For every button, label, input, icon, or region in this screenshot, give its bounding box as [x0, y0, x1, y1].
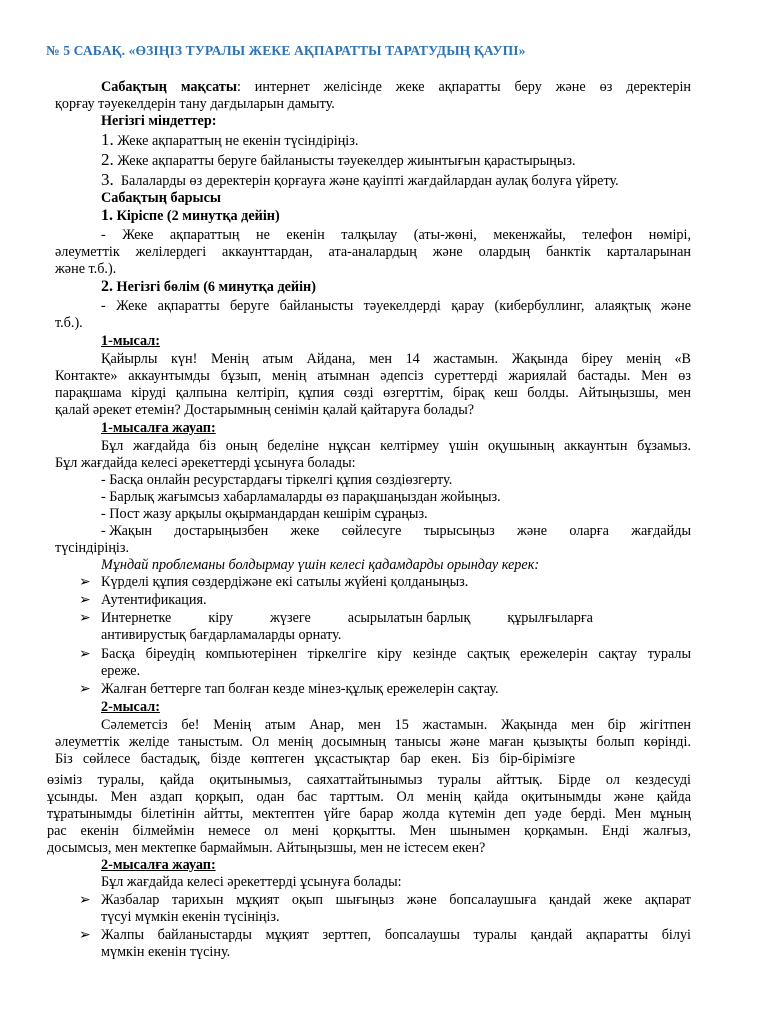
task-text: Балаларды өз деректерін қорғауға және қауіпті жағдайлардан аулақ болуға үйрету. — [120, 173, 619, 189]
arrow-bullet-icon: ➢ — [79, 593, 91, 608]
example2-line-6: тұратынымды білетінін айтты, мектептен үйге барар жолда күтемін деп уәде берді. Мен мұның — [47, 806, 691, 822]
word: асырылатын барлық — [347, 610, 471, 626]
example2-line-7: рас екенін білмеймін немесе ол мені қорқытты. Мен шынымен қорқамын. Енді жалғыз, — [47, 823, 691, 839]
example2-line-8: досымсыз, мен мектепке бармаймын. Айтыңызшы, мен не істесем екен? — [47, 840, 486, 856]
section-number: 1. — [101, 207, 113, 224]
word: оларға — [569, 523, 609, 539]
example1-line-2: Контакте» аккаунтымды бұзып, менің атымнан әдепсіз суреттерді жариялай бастады. Мен өз — [55, 368, 691, 384]
aim-line-1 — [101, 79, 691, 96]
answer2-bullet-2: Жалпы байланыстарды мұқият зерттеп, бопсалаушы туралы қандай ақпаратты білуі — [101, 927, 691, 943]
example1-line-3: парақшама кіруді қалпына келтіріп, құпия сөзді өзгерттім, бірақ кеш болды. Айтыңызшы, мен — [55, 385, 691, 401]
task-text: Жеке ақпараттың не екенін түсіндіріңіз. — [117, 133, 359, 149]
example1-heading: 1-мысал: — [101, 333, 160, 349]
task-number: 1. — [101, 130, 114, 149]
answer1-heading: 1-мысалға жауап: — [101, 420, 216, 436]
bullet-2: Аутентификация. — [101, 592, 207, 608]
bullet-4: Басқа біреудің компьютерінен тіркелгіге кіру кезінде сақтық ережелерін сақтау туралы — [101, 646, 691, 662]
section-heading: Кіріспе (2 минутқа дейін) — [116, 208, 280, 224]
intro-heading — [101, 207, 280, 225]
main-line-2: т.б.). — [55, 315, 83, 331]
answer1-line-1: Бұл жағдайда біз оның беделіне нұқсан келтірмеу үшін оқушының аккаунтын бұзамыз. — [101, 438, 691, 454]
answer2-bullet-1-cont: түсуі мүмкін екенін түсініңіз. — [101, 909, 280, 925]
word: жүзеге — [270, 610, 311, 626]
task-number: 2. — [101, 150, 114, 169]
answer1-dash-2: - Барлық жағымсыз хабарламаларды өз парақшаңыздан жойыңыз. — [101, 489, 501, 505]
word: достарыңызбен — [174, 523, 269, 539]
arrow-bullet-icon: ➢ — [79, 893, 91, 908]
answer2-bullet-1: Жазбалар тарихын мұқият оқып шығыңыз және бопсалаушыға қандай жеке ақпарат — [101, 892, 691, 908]
task-text: Жеке ақпаратты беруге байланысты тәуекелдер жиынтығын қарастырыңыз. — [117, 153, 576, 169]
lesson-title: № 5 САБАҚ. «ӨЗІҢІЗ ТУРАЛЫ ЖЕКЕ АҚПАРАТТЫ ТАРАТУДЫҢ ҚАУПІ» — [46, 43, 526, 58]
bullet-5: Жалған беттерге тап болған кезде мінез-құлық ережелерін сақтау. — [101, 681, 499, 697]
task-item-3 — [101, 171, 619, 190]
bullet-3 — [101, 610, 593, 627]
aim-line-2: қорғау тәуекелдерін тану дағдыларын дамыту. — [55, 96, 335, 112]
bullet-4-cont: ереже. — [101, 663, 141, 679]
word: кіру — [208, 610, 234, 626]
example1-line-4: қалай әрекет етемін? Достарымның сенімін қалай қайтаруға болады? — [55, 402, 475, 418]
tasks-heading: Негізгі міндеттер: — [101, 113, 217, 129]
example2-line-5: ұсынды. Мен аздап қорқып, одан бас тарттым. Ол менің қайда оқитынымды және қайда — [47, 789, 691, 805]
progress-heading: Сабақтың барысы — [101, 190, 221, 206]
task-item-1 — [101, 131, 358, 150]
answer2-heading: 2-мысалға жауап: — [101, 857, 216, 873]
word: жағдайды — [631, 523, 691, 539]
section-heading: Негізгі бөлім (6 минутқа дейін) — [116, 279, 316, 295]
example1-line-1: Қайырлы күн! Менің атым Айдана, мен 14 жастамын. Жақында біреу менің «В — [101, 351, 691, 367]
word: құрылғыларға — [507, 610, 593, 626]
bullet-3-cont: антивирустық бағдарламаларды орнату. — [101, 627, 342, 643]
intro-line-2: әлеуметтік желілердегі аккаунттардан, ата-аналардың және олардың банктік карталарынан — [55, 244, 691, 260]
arrow-bullet-icon: ➢ — [79, 682, 91, 697]
task-number: 3. — [101, 170, 114, 189]
intro-line-3: және т.б.). — [55, 261, 117, 277]
word: - Жақын — [101, 523, 152, 539]
example2-line-4: өзіміз туралы, қайда оқитынымыз, саяхаттайтынымыз туралы айттық. Бірде ол кездесуді — [47, 772, 691, 788]
answer1-dash-1: - Басқа онлайн ресурстардағы тіркелгі құпия сөздіөзгерту. — [101, 472, 453, 488]
word: Интернетке — [101, 610, 172, 626]
main-line-1: - Жеке ақпаратты беруге байланысты тәуекелдерді қарау (кибербуллинг, алаяқтық және — [101, 298, 691, 314]
answer1-dash-3: - Пост жазу арқылы оқырмандардан кешірім сұраңыз. — [101, 506, 428, 522]
example2-line-2: әлеуметтік желіде таныстым. Ол менің досымның танысы және маған қызықты болып көрінді. — [55, 734, 691, 750]
answer1-dash-4-cont: түсіндіріңіз. — [55, 540, 130, 556]
task-item-2 — [101, 151, 576, 170]
arrow-bullet-icon: ➢ — [79, 647, 91, 662]
intro-line-1: - Жеке ақпараттың не екенін талқылау (аты-жөні, мекенжайы, телефон нөмірі, — [101, 227, 691, 243]
answer1-dash-4 — [101, 523, 691, 540]
example2-heading: 2-мысал: — [101, 699, 160, 715]
word: сөйлесуге — [341, 523, 402, 539]
word: және — [517, 523, 548, 539]
main-heading — [101, 278, 316, 296]
section-number: 2. — [101, 278, 113, 295]
prevention-heading: Мұндай проблеманы болдырмау үшін келесі қадамдарды орындау керек: — [101, 557, 540, 573]
aim-label: Сабақтың мақсаты — [101, 79, 237, 95]
arrow-bullet-icon: ➢ — [79, 575, 91, 590]
arrow-bullet-icon: ➢ — [79, 928, 91, 943]
example2-line-1: Сәлеметсіз бе! Менің атым Анар, мен 15 жастамын. Жақында мен бір жігітпен — [101, 717, 691, 733]
word: жеке — [290, 523, 320, 539]
answer1-line-2: Бұл жағдайда келесі әрекеттерді ұсынуға болады: — [55, 455, 356, 471]
arrow-bullet-icon: ➢ — [79, 611, 91, 626]
bullet-1: Күрделі құпия сөздердіжәне екі сатылы жүйені қолданыңыз. — [101, 574, 469, 590]
aim-text: : интернет желісінде жеке ақпаратты беру және өз деректерін — [236, 79, 691, 95]
answer2-intro: Бұл жағдайда келесі әрекеттерді ұсынуға болады: — [101, 874, 402, 890]
example2-line-3: Біз сөйлесе бастадық, бізде көптеген ұқсастықтар бар екен. Біз бір-бірімізге — [55, 751, 575, 767]
word: тырысыңыз — [423, 523, 495, 539]
answer2-bullet-2-cont: мүмкін екенін түсіну. — [101, 944, 231, 960]
